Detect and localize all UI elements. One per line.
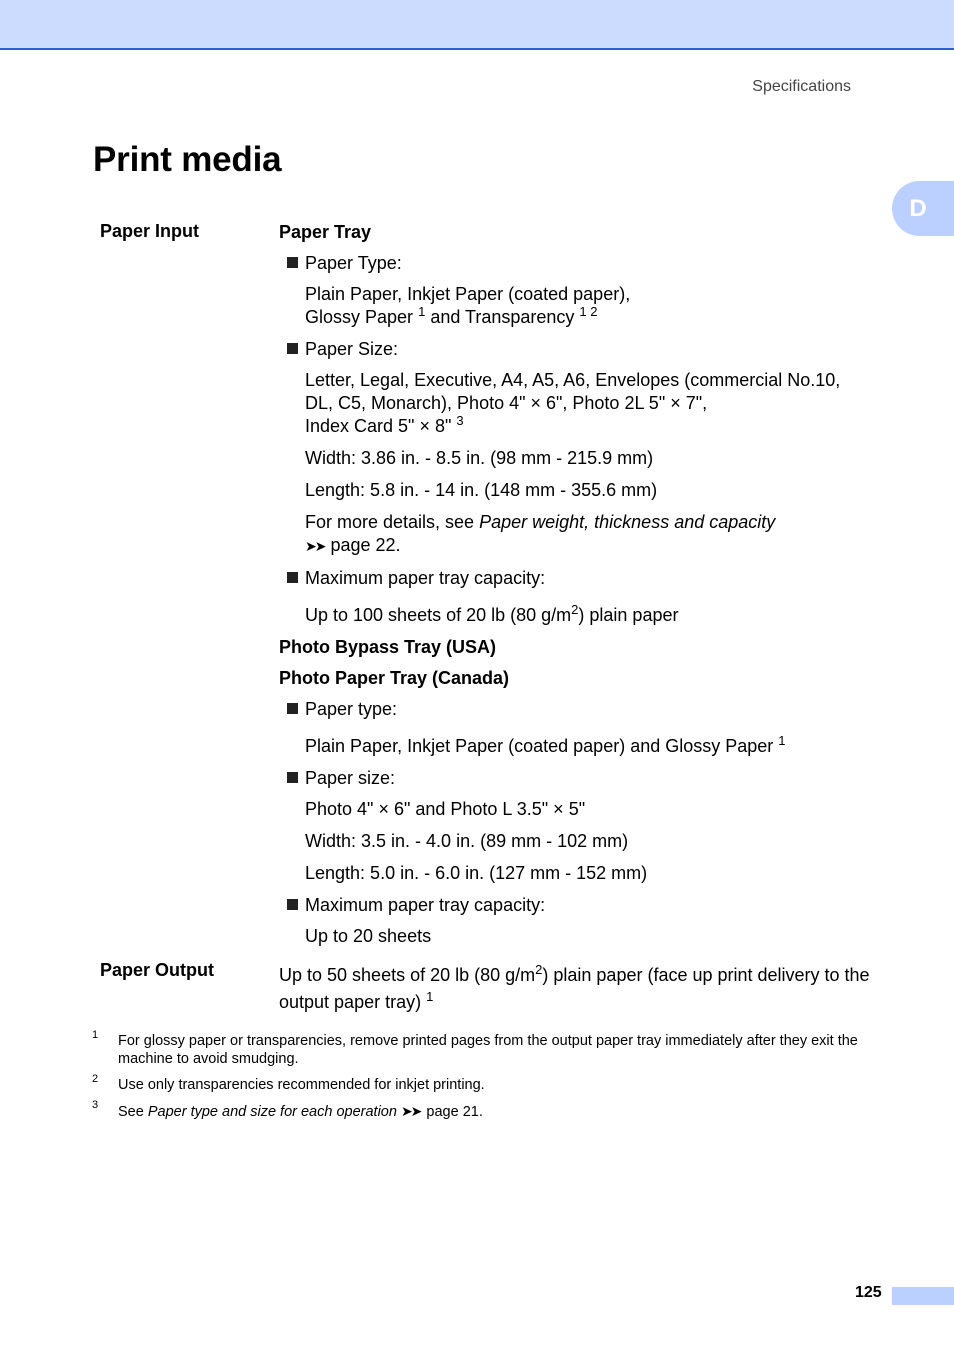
paper-length: Length: 5.8 in. - 14 in. (148 mm - 355.6 mm) xyxy=(305,480,658,500)
bypass-size-item: Paper size: xyxy=(279,767,879,790)
footnote-1: 1 For glossy paper or transparencies, remove printed pages from the output paper tray immediately after they exit the machine to avoid smudging. xyxy=(92,1029,858,1067)
double-arrow-icon: ➤➤ xyxy=(305,538,325,554)
paper-size-values: Letter, Legal, Executive, A4, A5, A6, Envelopes (commercial No.10, DL, C5, Monarch), Photo 4" × 6", Photo 2L 5" × 7", Index Card 5" × 8" $^3$ xyxy=(305,370,841,436)
details-reference: For more details, see Paper weight, thickness and capacity ➤➤ page 22. xyxy=(305,512,776,555)
paper-type-item: Paper Type: xyxy=(279,252,879,275)
bypass-capacity-value: Up to 20 sheets xyxy=(305,926,432,946)
paper-input-label: Paper Input xyxy=(100,221,200,241)
square-bullet-icon xyxy=(287,572,298,583)
photo-paper-tray-heading: Photo Paper Tray (Canada) xyxy=(279,668,510,688)
square-bullet-icon xyxy=(287,257,298,268)
footnote-ref[interactable]: 1 xyxy=(426,989,434,1004)
footnote-2: 2 Use only transparencies recommended for inkjet printing. xyxy=(92,1073,485,1093)
double-arrow-icon: ➤➤ xyxy=(400,1103,421,1119)
square-bullet-icon xyxy=(287,772,298,783)
capacity-item: Maximum paper tray capacity: xyxy=(279,567,879,590)
footnote-3: 3 See Paper type and size for each operation ➤➤ page 21. xyxy=(92,1099,483,1120)
page-number-bar xyxy=(892,1287,954,1305)
page-number: 125 xyxy=(855,1284,882,1301)
square-bullet-icon xyxy=(287,343,298,354)
footnote-ref[interactable]: 1 xyxy=(418,304,426,319)
paper-size-item: Paper Size: xyxy=(279,338,879,361)
bypass-capacity-item: Maximum paper tray capacity: xyxy=(279,894,879,917)
footnote-ref[interactable]: 1 xyxy=(778,733,786,748)
paper-output-text: Up to 50 sheets of 20 lb (80 $g/m^2$) plain paper (face up print delivery to the output paper tray) $^1$ xyxy=(279,962,870,1012)
paper-width: Width: 3.86 in. - 8.5 in. (98 mm - 215.9 mm) xyxy=(305,448,654,468)
footnote-link[interactable]: Paper type and size for each operation xyxy=(147,1104,397,1120)
footnote-ref[interactable]: 3 xyxy=(456,413,464,428)
bypass-size-value: Photo 4" × 6" and Photo L 3.5" × 5" xyxy=(305,799,586,819)
top-band xyxy=(0,0,954,50)
page-title: Print media xyxy=(93,140,282,179)
bypass-length: Length: 5.0 in. - 6.0 in. (127 mm - 152 mm) xyxy=(305,863,648,883)
paper-type-values: Plain Paper, Inkjet Paper (coated paper), Glossy Paper $^1$ and Transparency $^{1 2}$ xyxy=(305,284,631,327)
bypass-tray-heading: Photo Bypass Tray (USA) xyxy=(279,637,497,657)
footnote-ref[interactable]: 1 2 xyxy=(579,304,598,319)
square-bullet-icon xyxy=(287,899,298,910)
chapter-tab: D xyxy=(892,181,954,236)
capacity-value: Up to 100 sheets of 20 lb (80 $g/m^2$) plain paper xyxy=(305,602,679,625)
bypass-type-value: Plain Paper, Inkjet Paper (coated paper) and Glossy Paper $^1$ xyxy=(305,733,786,756)
paper-tray-heading: Paper Tray xyxy=(279,222,372,242)
details-link[interactable]: Paper weight, thickness and capacity xyxy=(479,512,776,532)
bypass-type-item: Paper type: xyxy=(279,698,879,721)
bypass-width: Width: 3.5 in. - 4.0 in. (89 mm - 102 mm) xyxy=(305,831,629,851)
paper-output-label: Paper Output xyxy=(100,960,215,980)
square-bullet-icon xyxy=(287,703,298,714)
footnotes xyxy=(92,1029,882,1129)
header-section-label: Specifications xyxy=(752,78,851,95)
paper-input-content xyxy=(279,221,879,957)
